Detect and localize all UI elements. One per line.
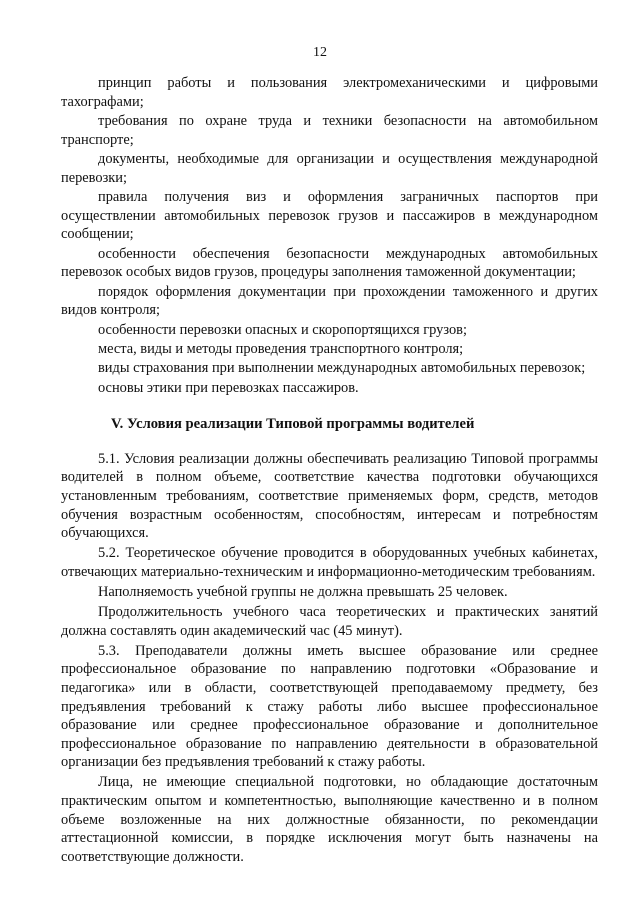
section-heading: V. Условия реализации Типовой программы водителей xyxy=(111,416,475,433)
section-body xyxy=(61,450,598,867)
list-item: принцип работы и пользования электромеханическими и цифровыми тахографами; xyxy=(61,75,598,110)
paragraph: 5.2. Теоретическое обучение проводится в оборудованных учебных кабинетах, отвечающих материально-техническим и информационно-методическим требованиям. xyxy=(61,545,598,580)
list-item: виды страхования при выполнении международных автомобильных перевозок; xyxy=(98,360,586,377)
list-item: порядок оформления документации при прохождении таможенного и других видов контроля; xyxy=(61,283,598,319)
page-number: 12 xyxy=(313,45,327,60)
list-item: требования по охране труда и техники безопасности на автомобильном транспорте; xyxy=(61,112,598,148)
paragraph: Наполняемость учебной группы не должна превышать 25 человек. xyxy=(98,584,508,601)
list-item: особенности перевозки опасных и скоропортящихся грузов; xyxy=(98,321,467,338)
list-item: места, виды и методы проведения транспортного контроля; xyxy=(98,340,464,357)
list-item: особенности обеспечения безопасности международных автомобильных перевозок особых видов грузов, процедуры заполнения таможенной документации; xyxy=(61,245,598,281)
list-item: правила получения виз и оформления заграничных паспортов при осуществлении автомобильных перевозок грузов и пассажиров в международном сообщении; xyxy=(61,188,598,243)
topic-list xyxy=(61,74,598,397)
paragraph: 5.3. Преподаватели должны иметь высшее образование или среднее профессиональное образование по направлению подготовки «Образование и педагогика» или в области, соответствующей преподаваемому предмету, без предъявления требований к стажу работы либо высшее профессиональное образование или среднее профессиональное образование и дополнительное профессиональное образование по направлению деятельности в образовательной организации без предъявления требований к стажу работы. xyxy=(61,642,598,771)
paragraph: Лица, не имеющие специальной подготовки, но обладающие достаточным практическим опытом и компетентностью, выполняющие качественно и в полном объеме возложенные на них должностные обязанности, по рекомендации аттестационной комиссии, в порядке исключения могут быть назначены на соответствующие должности. xyxy=(61,774,598,865)
list-item: документы, необходимые для организации и осуществления международной перевозки; xyxy=(61,150,598,186)
list-item: основы этики при перевозках пассажиров. xyxy=(98,379,359,396)
paragraph: Продолжительность учебного часа теоретических и практических занятий должна составлять один академический час (45 минут). xyxy=(61,604,598,639)
document-body xyxy=(61,74,598,868)
paragraph: 5.1. Условия реализации должны обеспечивать реализацию Типовой программы водителей в полном объеме, соответствие качества подготовки обучающихся установленным требованиям, соответствие применяемых форм, средств, методов обучения возрастным особенностям, способностям, интересам и потребностям обучающихся. xyxy=(61,450,598,542)
